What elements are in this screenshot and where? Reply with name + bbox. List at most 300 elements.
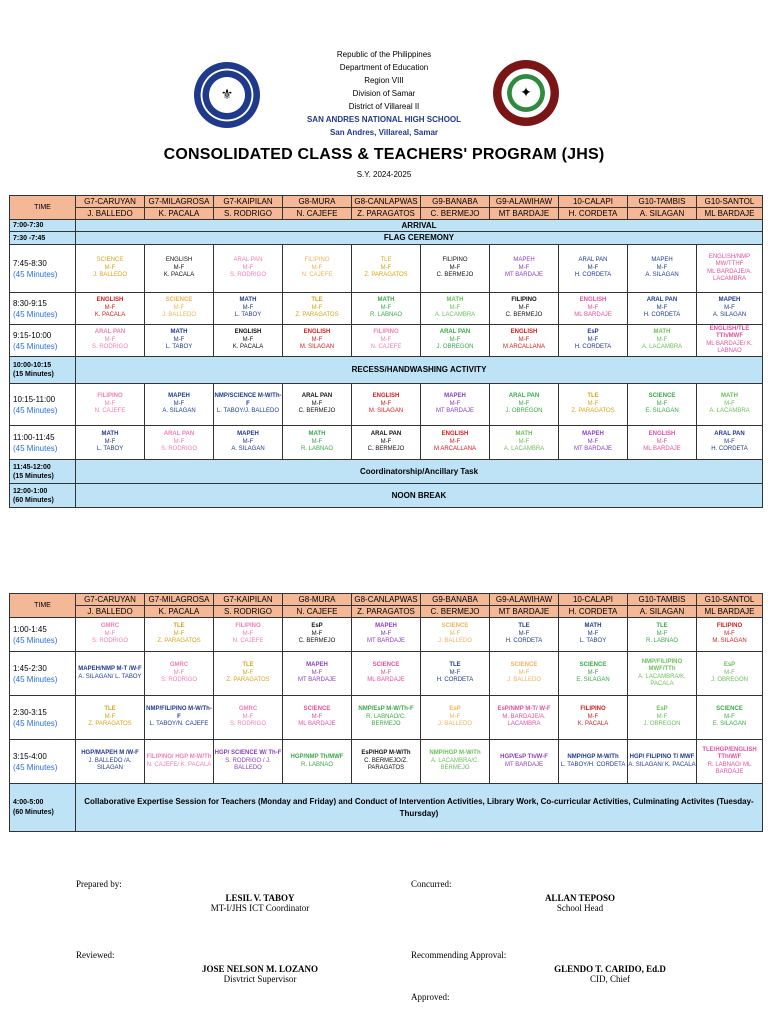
section-header: G8-MURA	[283, 196, 352, 208]
time-range: 12:00-1:00	[13, 487, 48, 495]
collaborative-session-row: Collaborative Expertise Session for Teachers (Monday and Friday) and Conduct of Intervention Activities, Library Work, Co-curricular Activities, Culminating Activites (Tuesday-Thursday)	[76, 784, 763, 832]
subject: HGP/MAPEH M /W-F	[81, 750, 139, 757]
days: M-F	[518, 630, 530, 637]
teacher: J. OBREGON	[436, 344, 474, 351]
reviewed-label: Reviewed:	[76, 950, 115, 960]
header-line-1: Republic of the Philippines	[336, 50, 432, 59]
teacher: R. LABNAO	[645, 638, 678, 645]
teacher: Z. PARAGATOS	[364, 272, 408, 279]
subject: MATH	[101, 431, 119, 438]
days: M-F	[380, 630, 392, 637]
period-time	[10, 618, 76, 652]
prepared-signatory	[180, 893, 340, 913]
days: M-F	[380, 304, 392, 311]
days: M-F	[587, 264, 599, 271]
subject: SCIENCE	[648, 393, 676, 400]
subject: NMP/FILIPINO MWF/TTh	[641, 658, 683, 672]
class-cell	[76, 384, 145, 426]
days: M-F	[656, 336, 668, 343]
header-line-3: Region VIII	[364, 76, 404, 85]
section-header: G10-SANTOL	[697, 196, 763, 208]
period-time	[10, 325, 76, 357]
class-cell	[283, 384, 352, 426]
teacher: N. CAJEFE	[370, 344, 402, 351]
teacher: M. BARDAJE/A. LACAMBRA	[502, 713, 546, 728]
duration: (60 Minutes)	[13, 808, 54, 816]
subject: TLE	[587, 393, 599, 400]
class-cell	[145, 426, 214, 460]
subject: MAPEH/NMP M-T /W-F	[78, 666, 142, 672]
class-cell	[352, 740, 421, 784]
class-cell	[214, 618, 283, 652]
days: M-F	[173, 400, 185, 407]
subject: ENGLISH	[303, 329, 331, 336]
class-cell	[76, 325, 145, 357]
teacher: E. SILAGAN	[645, 408, 679, 415]
class-cell	[421, 652, 490, 696]
adviser-header: H. CORDETA	[559, 208, 628, 220]
class-cell	[490, 325, 559, 357]
adviser-header: N. CAJEFE	[283, 606, 352, 618]
teacher: S. RODRIGO	[91, 638, 128, 645]
class-cell	[559, 740, 628, 784]
teacher: A. LACAMBRA	[709, 408, 750, 415]
days: M-F	[518, 304, 530, 311]
time-range: 7:30 -7:45	[13, 234, 46, 242]
class-cell	[490, 696, 559, 740]
duration: (45 Minutes)	[13, 762, 58, 772]
adviser-header: C. BERMEJO	[421, 606, 490, 618]
subject: SCIENCE	[165, 297, 193, 304]
teacher: K. PACALA	[163, 272, 195, 279]
page-title: CONSOLIDATED CLASS & TEACHERS' PROGRAM (JHS)	[163, 146, 605, 163]
class-cell	[628, 740, 697, 784]
duration: (60 Minutes)	[13, 496, 54, 504]
class-cell	[352, 426, 421, 460]
days: M-F	[173, 336, 185, 343]
class-cell	[214, 325, 283, 357]
teacher: L. TABOY	[96, 446, 124, 453]
time-range: 7:45-8:30	[13, 258, 47, 268]
class-cell	[76, 293, 145, 325]
class-cell	[490, 245, 559, 293]
teacher: S. RODRIGO	[160, 677, 197, 684]
class-cell	[145, 384, 214, 426]
class-cell	[490, 618, 559, 652]
days: M-F	[311, 630, 323, 637]
class-cell	[145, 696, 214, 740]
class-cell	[490, 652, 559, 696]
days: M-F	[311, 438, 323, 445]
concurred-signatory	[510, 893, 650, 913]
days: M-F	[656, 713, 668, 720]
class-cell	[559, 652, 628, 696]
section-header: G7-KAIPILAN	[214, 594, 283, 606]
teacher: J. BALLEDO	[92, 272, 127, 279]
class-cell	[352, 325, 421, 357]
time-range: 1:00-1:45	[13, 624, 47, 634]
class-cell	[283, 245, 352, 293]
days: M-F	[656, 438, 668, 445]
prepared-label: Prepared by:	[76, 879, 122, 889]
class-cell	[559, 696, 628, 740]
class-cell	[214, 245, 283, 293]
adviser-header: Z. PARAGATOS	[352, 606, 421, 618]
class-cell	[283, 696, 352, 740]
teacher: Z. PARAGATOS	[157, 638, 201, 645]
teacher: R. LABNAO/C. BERMEJO	[366, 713, 406, 728]
prepared-title: MT-I/JHS ICT Coordinator	[210, 903, 310, 913]
class-cell	[421, 384, 490, 426]
days: M-F	[724, 630, 735, 637]
teacher: J. BALLEDO	[437, 721, 472, 728]
class-cell	[559, 384, 628, 426]
duration: (15 Minutes)	[13, 472, 54, 480]
teacher: MT BARDAJE	[436, 408, 474, 415]
subject: ARAL PAN	[94, 329, 126, 336]
adviser-header: J. BALLEDO	[76, 606, 145, 618]
subject: ENGLISH	[579, 297, 607, 304]
teacher: E. SILAGAN	[576, 677, 610, 684]
days: M-F	[380, 400, 392, 407]
teacher: C. BERMEJO	[298, 408, 336, 415]
teacher: S. RODRIGO / J. BALLEDO	[225, 757, 271, 772]
subject: HGP/NMP Th/MWF	[290, 754, 344, 760]
subject: NMP/FILIPINO M-W/Th-F	[146, 706, 212, 720]
teacher: R. LABNAO	[369, 312, 402, 319]
subject: FILIPINO/ HGP M-W/Th	[146, 754, 212, 760]
subject: MATH	[653, 329, 671, 336]
adviser-header: S. RODRIGO	[214, 606, 283, 618]
teacher: A. SILAGAN/ L. TABOY	[78, 673, 142, 680]
class-cell	[559, 245, 628, 293]
class-cell	[76, 652, 145, 696]
teacher: MT BARDAJE	[298, 677, 336, 684]
arrival-row-time	[10, 220, 76, 232]
teacher: M ARCALLANA	[433, 446, 476, 453]
subject: SCIENCE	[303, 706, 331, 713]
header-line-4: Division of Samar	[352, 89, 416, 98]
subject: TLE/HGP/ENGLISH TTh/W/F	[702, 746, 757, 760]
days: M-F	[587, 304, 599, 311]
subject: EsP/HGP M-W/Th	[361, 750, 411, 757]
class-cell	[145, 618, 214, 652]
teacher: MT BARDAJE	[574, 446, 612, 453]
class-cell	[421, 325, 490, 357]
teacher: M. SILAGAN	[368, 408, 404, 415]
days: M-F	[311, 669, 323, 676]
subject: MATH	[239, 297, 257, 304]
time-range: 2:30-3:15	[13, 707, 47, 717]
time-range: 11:00-11:45	[13, 432, 55, 442]
days: M-F	[656, 630, 668, 637]
subject: MAPEH	[237, 431, 259, 438]
subject: MATH	[446, 297, 464, 304]
school-year: S.Y. 2024-2025	[356, 170, 412, 179]
school-seal-logo: ✦	[493, 60, 559, 126]
section-header: G8-MURA	[283, 594, 352, 606]
concurred-title: School Head	[556, 903, 604, 913]
teacher: A. SILAGAN/ K. PACALA	[628, 761, 696, 768]
teacher: A. SILAGAN	[231, 446, 265, 453]
teacher: M. SILAGAN	[299, 344, 335, 351]
days: M-F	[587, 713, 599, 720]
duration: (45 Minutes)	[13, 405, 58, 415]
class-cell	[697, 426, 763, 460]
subject: MAPEH	[651, 257, 673, 264]
duration: (45 Minutes)	[13, 674, 58, 684]
class-cell	[283, 652, 352, 696]
days: M-F	[587, 630, 599, 637]
period-time	[10, 696, 76, 740]
section-header: G9-BANABA	[421, 594, 490, 606]
class-cell	[214, 696, 283, 740]
subject: SCIENCE	[372, 662, 400, 669]
time-range: 11:45-12:00	[13, 463, 51, 471]
recess-row: RECESS/HANDWASHING ACTIVITY	[76, 357, 763, 384]
teacher: A. SILAGAN	[162, 408, 196, 415]
days: M-F	[242, 336, 254, 343]
subject: ARAL PAN	[233, 257, 263, 264]
flag-ceremony-row: FLAG CEREMONY	[76, 232, 763, 245]
days: M-F	[173, 630, 185, 637]
subject: SCIENCE	[510, 662, 538, 669]
teacher: L. TABOY	[579, 638, 607, 645]
section-header: G7-CARUYAN	[76, 196, 145, 208]
teacher: N. CAJEFE	[94, 408, 126, 415]
duration: (45 Minutes)	[13, 635, 58, 645]
section-header: G10-TAMBIS	[628, 594, 697, 606]
class-cell	[283, 293, 352, 325]
class-cell	[145, 325, 214, 357]
days: M-F	[242, 630, 254, 637]
recommending-signatory	[520, 964, 700, 984]
days: M-F	[380, 264, 392, 271]
concurred-label: Concurred:	[411, 879, 452, 889]
section-header: G8-CANLAPWAS	[352, 594, 421, 606]
time-header: TIME	[10, 196, 76, 220]
subject: SCIENCE	[96, 257, 124, 264]
days: M-F	[518, 336, 530, 343]
subject: EsP	[723, 662, 736, 669]
subject: ENGLISH/NMP MW/TTHF	[708, 253, 751, 267]
days: M-F	[311, 400, 323, 407]
class-cell	[76, 426, 145, 460]
teacher: H. CORDETA	[436, 677, 474, 684]
subject: FILIPINO	[511, 297, 537, 304]
recommending-title: CID, Chief	[590, 974, 630, 984]
duration: (45 Minutes)	[13, 443, 58, 453]
days: M-F	[173, 304, 185, 311]
subject: GMRC	[238, 706, 258, 713]
days: M-F	[104, 630, 116, 637]
reviewed-title: Disvtrict Supervisor	[223, 974, 297, 984]
teacher: S. RODRIGO	[91, 344, 128, 351]
class-cell	[283, 618, 352, 652]
days: M-F	[518, 438, 530, 445]
teacher: J. OBREGON	[643, 721, 681, 728]
section-header: G9-BANABA	[421, 196, 490, 208]
subject: ARAL PAN	[301, 393, 333, 400]
class-cell	[559, 325, 628, 357]
teacher: C. BERMEJO/Z. PARAGATOS	[364, 757, 408, 772]
subject: ARAL PAN	[646, 297, 678, 304]
subject: ARAL PAN	[508, 393, 540, 400]
subject: FILIPINO	[442, 257, 468, 264]
adviser-header: C. BERMEJO	[421, 208, 490, 220]
subject: HGP/ FILIPINO T/ MWF	[629, 754, 695, 760]
final-period-time	[10, 784, 76, 832]
class-cell	[76, 696, 145, 740]
section-header: G8-CANLAPWAS	[352, 196, 421, 208]
subject: MATH	[170, 329, 188, 336]
subject: FILIPINO	[373, 329, 399, 336]
class-cell	[628, 652, 697, 696]
days: M-F	[724, 713, 735, 720]
school-address: San Andres, Villareal, Samar	[329, 128, 439, 137]
recommending-label: Recommending Approval:	[411, 950, 507, 960]
teacher: S. RODRIGO	[229, 721, 266, 728]
subject: MATH	[515, 431, 533, 438]
teacher: ML BARDAJE	[367, 677, 405, 684]
teacher: A. LACAMBRA/C. BERMEJO	[430, 757, 479, 772]
subject: GMRC	[100, 623, 120, 630]
days: M-F	[242, 304, 254, 311]
class-cell	[421, 245, 490, 293]
days: M-F	[449, 400, 461, 407]
teacher: H. CORDETA	[505, 638, 543, 645]
days: M-F	[311, 304, 323, 311]
subject: ARAL PAN	[439, 329, 471, 336]
teacher: Z. PARAGATOS	[226, 677, 270, 684]
days: M-F	[380, 669, 392, 676]
teacher: R. LABNAO	[300, 446, 333, 453]
recommending-name: GLENDO T. CARIDO, Ed.D	[554, 964, 666, 974]
class-cell	[697, 696, 763, 740]
class-cell	[352, 245, 421, 293]
coordinatorship-row-time	[10, 460, 76, 484]
class-cell	[697, 740, 763, 784]
days: M-F	[242, 713, 254, 720]
time-range: 9:15-10:00	[13, 330, 52, 340]
days: M-F	[518, 400, 530, 407]
concurred-name: ALLAN TEPOSO	[544, 893, 616, 903]
teacher: H. CORDETA	[574, 344, 612, 351]
class-cell	[145, 293, 214, 325]
days: M-F	[104, 336, 116, 343]
subject: MATH	[721, 393, 738, 400]
time-range: 10:00-10:15	[13, 362, 52, 369]
teacher: L. TABOY/N. CAJEFE	[149, 721, 209, 728]
adviser-header: S. RODRIGO	[214, 208, 283, 220]
teacher: Z. PARAGATOS	[571, 408, 615, 415]
teacher: J. BALLEDO	[506, 677, 541, 684]
subject: ENGLISH	[648, 431, 676, 438]
days: M-F	[311, 713, 323, 720]
time-range: 10:15-11:00	[13, 394, 56, 404]
teacher: ML BARDAJE/A. LACAMBRA	[707, 268, 752, 282]
days: M-F	[242, 264, 254, 271]
subject: ARAL PAN	[714, 431, 745, 438]
class-cell	[214, 384, 283, 426]
adviser-header: A. SILAGAN	[628, 606, 697, 618]
teacher: ML BARDAJE/ K. LABNAO	[706, 340, 753, 354]
teacher: K. PACALA	[577, 721, 609, 728]
teacher: ML BARDAJE	[643, 446, 681, 453]
teacher: L. TABOY/J. BALLEDO	[216, 408, 280, 415]
class-cell	[145, 245, 214, 293]
days: M-F	[173, 264, 185, 271]
subject: MAPEH	[306, 662, 328, 669]
subject: ENGLISH	[165, 257, 193, 264]
teacher: C. BERMEJO	[367, 446, 405, 453]
coordinatorship-row: Coordinatorship/Ancillary Task	[76, 460, 763, 484]
reviewed-signatory	[160, 964, 360, 984]
teacher: Z. PARAGATOS	[295, 312, 339, 319]
duration: (45 Minutes)	[13, 269, 58, 279]
time-range: 3:15-4:00	[13, 751, 47, 761]
section-header: G7-MILAGROSA	[145, 196, 214, 208]
teacher: C. BERMEJO	[298, 638, 336, 645]
class-cell	[214, 293, 283, 325]
time-range: 8:30-9:15	[13, 298, 47, 308]
days: M-F	[104, 304, 116, 311]
subject: TLE	[242, 662, 254, 669]
subject: FILIPINO	[304, 257, 330, 264]
days: M-F	[587, 438, 599, 445]
class-cell	[352, 618, 421, 652]
teacher: J. OBREGON	[505, 408, 543, 415]
section-header: G9-ALAWIHAW	[490, 196, 559, 208]
class-cell	[697, 245, 763, 293]
teacher: S. RODRIGO	[160, 446, 197, 453]
teacher: J. BALLEDO	[161, 312, 196, 319]
class-cell	[352, 293, 421, 325]
schedule-table-afternoon	[9, 593, 763, 832]
subject: ENGLISH	[96, 297, 124, 304]
teacher: M. SILAGAN	[712, 638, 747, 645]
class-cell	[145, 740, 214, 784]
section-header: G10-TAMBIS	[628, 196, 697, 208]
section-header: G10-SANTOL	[697, 594, 763, 606]
class-cell	[697, 618, 763, 652]
subject: EsP	[449, 706, 461, 713]
teacher: H. CORDETA	[711, 446, 748, 453]
days: M-F	[656, 264, 668, 271]
subject: TLE	[104, 706, 116, 713]
class-cell	[559, 293, 628, 325]
adviser-header: Z. PARAGATOS	[352, 208, 421, 220]
days: M-F	[724, 304, 735, 311]
days: M-F	[242, 669, 254, 676]
duration: (45 Minutes)	[13, 309, 58, 319]
class-cell	[559, 618, 628, 652]
subject: TLE	[518, 623, 530, 630]
arrival-row: ARRIVAL	[76, 220, 763, 232]
days: M-F	[380, 336, 392, 343]
class-cell	[628, 384, 697, 426]
teacher: L. TABOY	[165, 344, 193, 351]
teacher: L. TABOY	[234, 312, 262, 319]
subject: NMP/HGP M-W/Th	[567, 754, 619, 760]
subject: ENGLISH	[510, 329, 538, 336]
schedule-table-morning	[9, 195, 763, 508]
class-cell	[421, 426, 490, 460]
subject: EsP/NMP M-T/ W-F	[497, 706, 551, 713]
class-cell	[697, 652, 763, 696]
duration: (45 Minutes)	[13, 718, 58, 728]
teacher: C. BERMEJO	[436, 272, 474, 279]
